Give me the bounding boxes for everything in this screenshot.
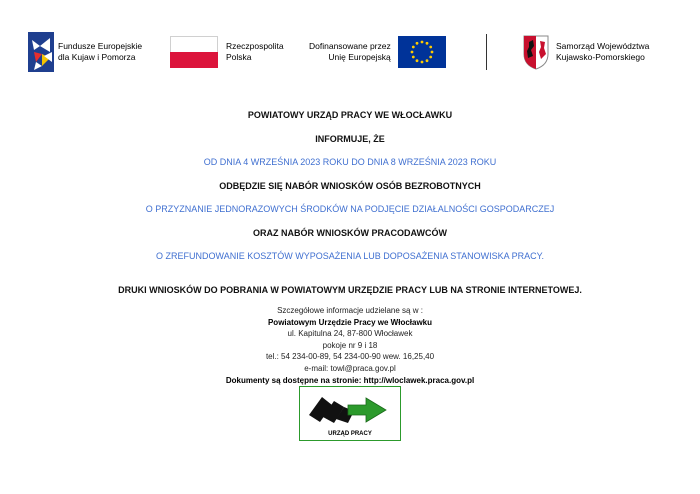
announcement [0,100,700,386]
info-office: Powiatowym Urzędzie Pracy we Włocławku [267,317,433,327]
announcement-informs: INFORMUJE, ŻE [315,133,385,144]
eu-logo [309,36,446,68]
polish-flag-icon [170,36,218,68]
fe-logo [28,32,142,72]
urzad-pracy-logo [299,386,401,441]
info-phone: tel.: 54 234-00-89, 54 234-00-90 wew. 16,25,40 [265,352,435,362]
eu-logo-text [309,41,391,63]
fe-logo-line1: Fundusze Europejskie [58,41,143,51]
eu-flag-icon [398,36,446,68]
fe-logo-line2: dla Kujaw i Pomorza [58,52,136,62]
rp-logo [170,36,284,68]
info-docs: Dokumenty są dostępne na stronie: http://wloclawek.praca.gov.pl [225,375,475,385]
fe-logo-text [58,41,142,63]
header-logos [0,30,700,74]
rp-logo-text [226,41,284,63]
announcement-unemployed: ODBĘDZIE SIĘ NABÓR WNIOSKÓW OSÓB BEZROBOTNYCH [219,180,481,191]
rp-logo-line2: Polska [226,52,252,62]
swkp-logo-line1: Samorząd Województwa [556,41,650,51]
swkp-logo-line2: Kujawsko-Pomorskiego [556,52,645,62]
info-rooms: pokoje nr 9 i 18 [322,340,378,350]
info-intro: Szczegółowe informacje udzielane są w : [277,306,423,315]
coat-of-arms-icon [522,34,550,70]
announcement-business-grant: O PRZYZNANIE JEDNORAZOWYCH ŚRODKÓW NA PODJĘCIE DZIAŁALNOŚCI GOSPODARCZEJ [145,204,555,214]
eu-logo-line1: Dofinansowane przez [309,41,391,51]
logo-separator [486,34,487,70]
urzad-pracy-caption: URZĄD PRACY [328,431,372,437]
announcement-dates: OD DNIA 4 WRZEŚNIA 2023 ROKU DO DNIA 8 WRZEŚNIA 2023 ROKU [203,157,497,167]
rp-logo-line1: Rzeczpospolita [226,41,284,51]
fe-emblem-icon [28,32,54,72]
info-address: ul. Kapitulna 24, 87-800 Włocławek [287,329,413,339]
swkp-logo-text [556,41,649,63]
announcement-equipment-refund: O ZREFUNDOWANIE KOSZTÓW WYPOSAŻENIA LUB DOPOSAŻENIA STANOWISKA PRACY. [156,251,544,261]
announcement-forms: DRUKI WNIOSKÓW DO POBRANIA W POWIATOWYM URZĘDZIE PRACY LUB NA STRONIE INTERNETOWEJ. [118,285,582,295]
contact-info [0,305,700,386]
urzad-pracy-logo-icon [300,389,399,433]
announcement-employers: ORAZ NABÓR WNIOSKÓW PRACODAWCÓW [253,227,447,238]
swkp-logo [522,34,649,70]
info-email: e-mail: towl@praca.gov.pl [304,363,396,373]
eu-logo-line2: Unię Europejską [328,52,391,62]
announcement-office: POWIATOWY URZĄD PRACY WE WŁOCŁAWKU [247,110,453,120]
